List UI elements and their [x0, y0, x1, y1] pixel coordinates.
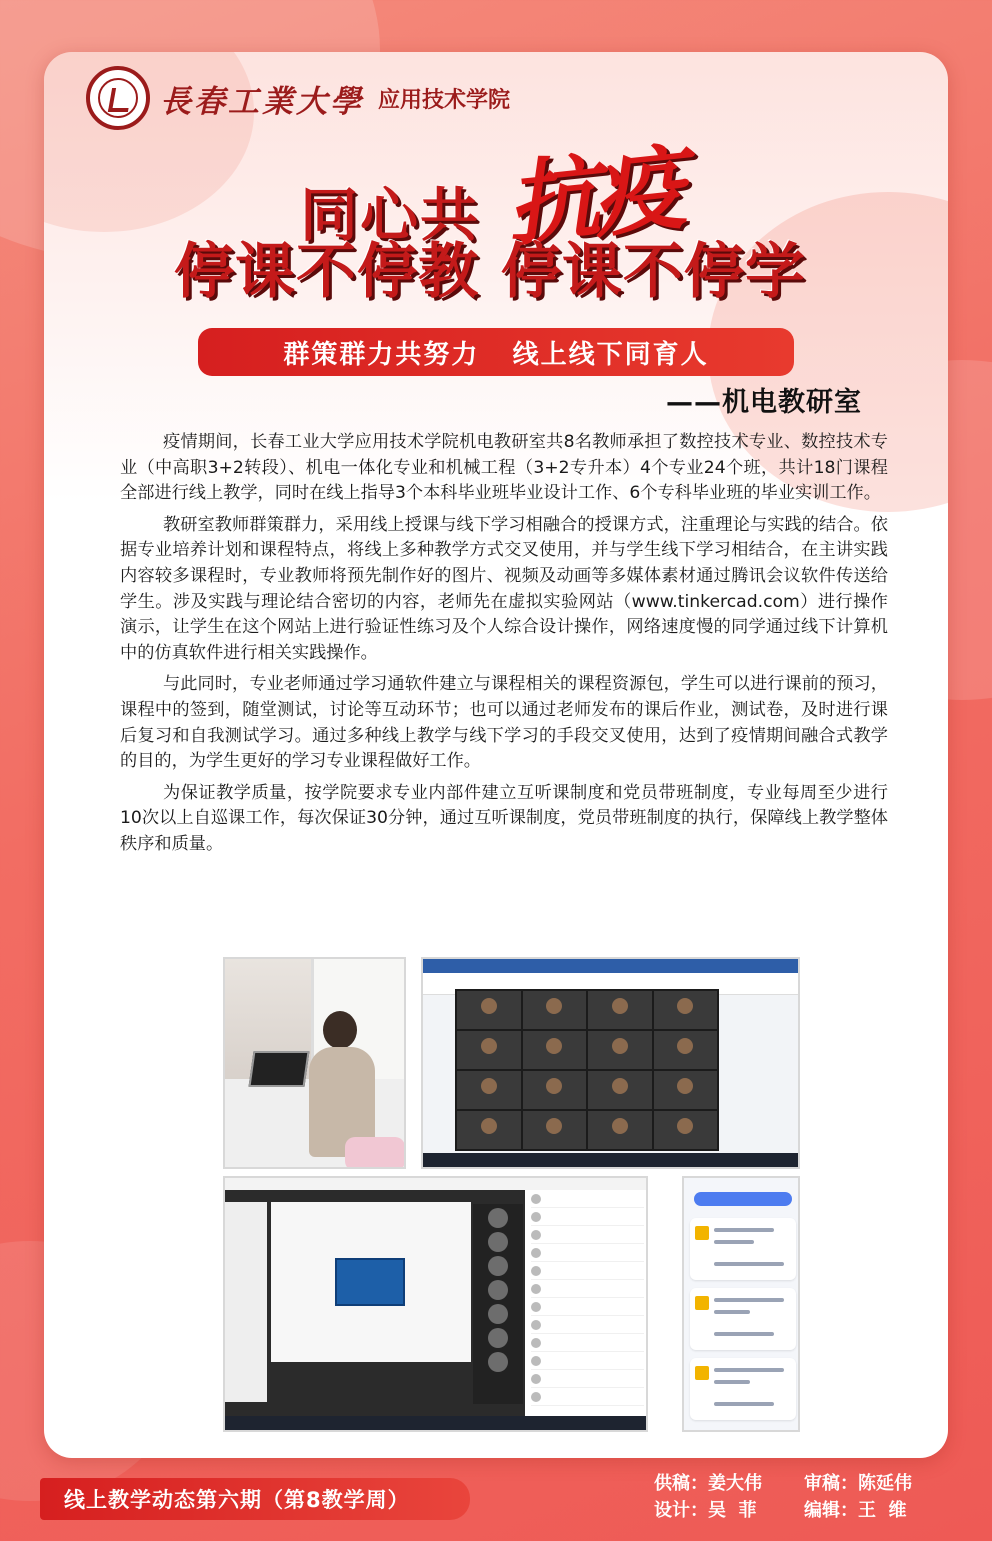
credits — [654, 1470, 954, 1524]
headline-line2: 停课不停教 停课不停学 — [174, 237, 806, 307]
article-byline: ——机电教研室 — [666, 387, 862, 418]
credit-editor: 编辑：王 维 — [804, 1500, 907, 1521]
issue-label: 线上教学动态第六期（第8教学周） — [40, 1478, 470, 1520]
headline-line1: 同心共 — [300, 181, 481, 249]
credit-reviewer: 审稿：陈延伟 — [804, 1473, 912, 1494]
photo-teacher-at-laptop — [223, 957, 406, 1169]
photo-online-meeting-screenshot — [421, 957, 800, 1169]
article-title-banner: 群策群力共努力 线上线下同育人 — [198, 328, 794, 376]
article-paragraph: 教研室教师群策群力，采用线上授课与线下学习相融合的授课方式，注重理论与实践的结合。依据专业培养计划和课程特点，将线上多种教学方式交叉使用，并与学生线下学习相结合，在主讲实践内容较多课程时，专业教师将预先制作好的图片、视频及动画等多媒体素材通过腾讯会议软件传送给学生。涉及实践与理论结合密切的内容，老师先在虚拟实验网站（www.tinkercad.com）进行操作演示，让学生在这个网站上进行验证性练习及个人综合设计操作，网络速度慢的同学通过线下计算机中的仿真软件进行相关实践操作。 — [120, 514, 888, 663]
article-body — [120, 430, 888, 864]
article-paragraph: 与此同时，专业老师通过学习通软件建立与课程相关的课程资源包，学生可以进行课前的预习，课程中的签到，随堂测试，讨论等互动环节；也可以通过老师发布的课后作业，测试卷，及时进行课后复习和自我测试学习。通过多种线上教学与线下学习的手段交叉使用，达到了疫情期间融合式教学的目的，为学生更好的学习专业课程做好工作。 — [120, 674, 888, 772]
college-name: 应用技术学院 — [378, 86, 511, 112]
school-name: 長春工業大學 — [160, 83, 364, 120]
credit-supplier: 供稿：姜大伟 — [654, 1473, 762, 1494]
school-header — [86, 66, 510, 130]
photo-mobile-course-app-screenshot — [682, 1176, 800, 1432]
headline-accent: 抗疫 — [501, 134, 684, 260]
credit-designer: 设计：吴 菲 — [654, 1500, 757, 1521]
article-paragraph: 为保证教学质量，按学院要求专业内部件建立互听课制度和党员带班制度，专业每周至少进行10次以上自巡课工作，每次保证30分钟，通过互听课制度，党员带班制度的执行，保障线上教学整体秩序和质量。 — [120, 782, 888, 854]
article-paragraph: 疫情期间，长春工业大学应用技术学院机电教研室共8名教师承担了数控技术专业、数控技术专业（中高职3+2转段）、机电一体化专业和机械工程（3+2专升本）4个专业24个班，共计18门课程全部进行线上教学，同时在线上指导3个本科毕业班毕业设计工作、6个专科毕业班的毕业实训工作。 — [120, 432, 888, 504]
university-seal-icon — [86, 66, 150, 130]
poster-card — [44, 52, 948, 1458]
photo-screen-share-screenshot — [223, 1176, 648, 1432]
